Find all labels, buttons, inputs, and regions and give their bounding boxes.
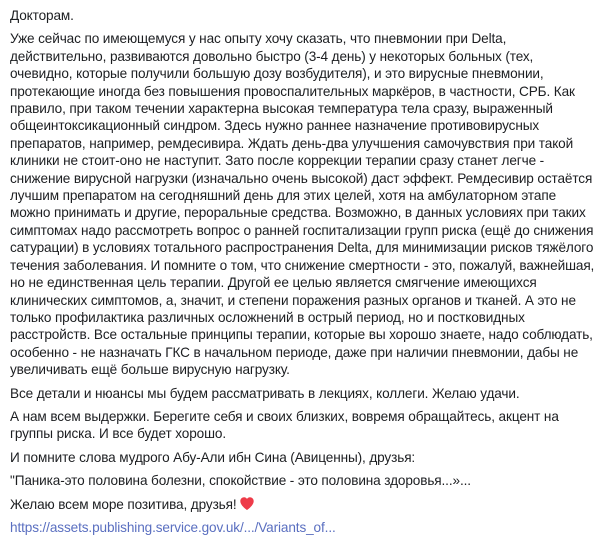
post-paragraph-main: Уже сейчас по имеющемуся у нас опыту хочу сказать, что пневмонии при Delta, действительно, развиваются довольно быстро (3-4 день) у некоторых больных (тех, очевидно, которые получили большую дозу возбудителя), и это вирусные пневмонии, протекающие иногда без повышения провоспалительных маркёров, в частности, СРБ. Как правило, при таком течении характерна высокая температура тела сразу, выраженный общеинтоксикационный синдром. Здесь нужно раннее назначение противовирусных препаратов, например, ремдесивира. Ждать день-два улучшения самочувствия при такой клиники не стоит-оно не наступит. Зато после коррекции терапии сразу станет легче - снижение вирусной нагрузки (изначально очень высокой) даст эффект. Ремдесивир остаётся лучшим препаратом на сегодняшний день для этих целей, хотя на амбулаторном этапе можно принимать и другие, пероральные средства. Возможно, в данных условиях при таких симптомах надо рассмотреть вопрос о ранней госпитализации групп риска (ещё до снижения сатурации) в условиях тотального распространения Delta, для минимизации рисков тяжёлого течения заболевания. И помните о том, что снижение смертности - это, пожалуй, важнейшая, но не единственная цель терапии. Другой ее целью является смягчение имеющихся клинических симптомов, а, значит, и степени поражения разных органов и тканей. А это не только профилактика различных осложнений в острый период, но и постковидных расстройств. Все остальные принципы терапии, которые вы хорошо знаете, надо соблюдать, особенно - не назначать ГКС в начальном периоде, даже при наличии пневмонии, дабы не увеличивать ещё больше вирусную нагрузку. [10,31,595,378]
post-paragraph-quote: "Паника-это половина болезни, спокойствие - это половина здоровья...»... [10,473,471,489]
post-title: Докторам. [10,8,74,23]
post-paragraph-wishes: А нам всем выдержки. Берегите себя и своих близких, вовремя обращайтесь, акцент на группы риска. И все будет хорошо. [10,408,559,442]
post-paragraph-details: Все детали и нюансы мы будем рассматривать в лекциях, коллеги. Желаю удачи. [10,385,520,401]
post-link[interactable]: https://assets.publishing.service.gov.uk/.../Variants_of... [10,519,336,535]
link-row [10,519,599,536]
post-paragraph-avicenna-intro: И помните слова мудрого Абу-Али ибн Сина (Авиценны), друзья: [10,449,416,465]
heart-icon [239,496,255,511]
closing-line [10,496,599,513]
closing-text: Желаю всем море позитива, друзья! [10,496,237,512]
